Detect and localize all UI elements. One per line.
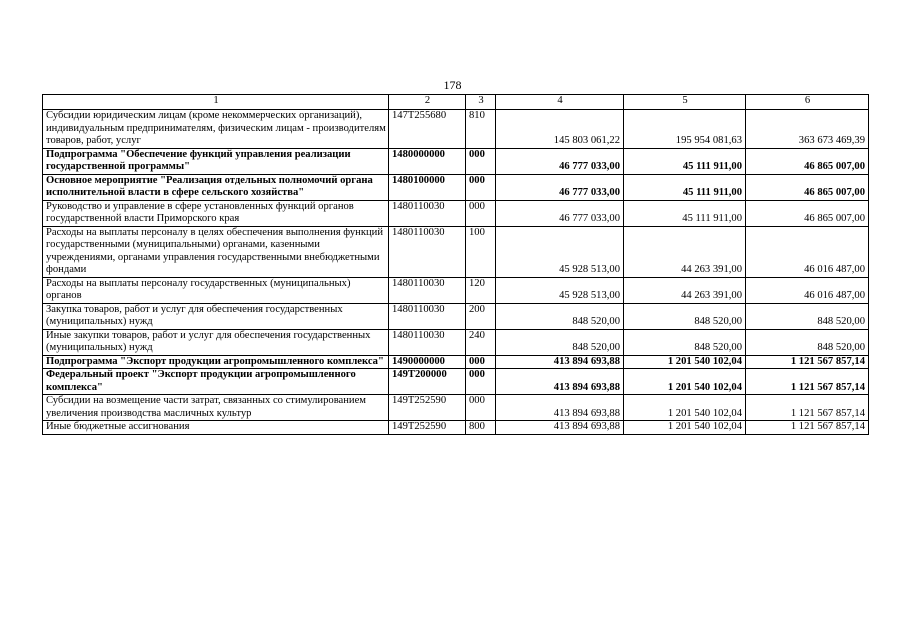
row-amount-cell: 45 111 911,00 — [624, 200, 746, 226]
row-amount-cell: 1 121 567 857,14 — [746, 395, 869, 421]
row-name-cell: Закупка товаров, работ и услуг для обеспечения государственных (муниципальных) нужд — [43, 303, 389, 329]
row-amount-cell: 413 894 693,88 — [496, 355, 624, 369]
row-expense-type-cell: 000 — [466, 174, 496, 200]
row-expense-type-cell: 000 — [466, 395, 496, 421]
row-name-cell: Субсидии юридическим лицам (кроме некоммерческих организаций), индивидуальным предпринимателям, физическим лицам - производителям товаров, работ, услуг — [43, 110, 389, 149]
row-amount-cell: 46 016 487,00 — [746, 226, 869, 277]
row-code-cell: 1480110030 — [389, 200, 466, 226]
table-row — [43, 110, 869, 149]
row-name-cell: Подпрограмма "Обеспечение функций управления реализации государственной программы" — [43, 148, 389, 174]
row-expense-type-cell: 800 — [466, 421, 496, 435]
row-code-cell: 149Т252590 — [389, 395, 466, 421]
row-amount-cell: 848 520,00 — [496, 303, 624, 329]
row-amount-cell: 1 121 567 857,14 — [746, 421, 869, 435]
row-expense-type-cell: 000 — [466, 355, 496, 369]
header-cell: 6 — [746, 95, 869, 110]
row-amount-cell: 46 777 033,00 — [496, 174, 624, 200]
row-amount-cell: 46 777 033,00 — [496, 148, 624, 174]
row-name-cell: Расходы на выплаты персоналу в целях обеспечения выполнения функций государственными (муниципальными) органами, казенными учреждениями, органами управления государственными внебюджетными фондами — [43, 226, 389, 277]
table-row — [43, 369, 869, 395]
row-code-cell: 1480110030 — [389, 329, 466, 355]
row-code-cell: 149Т200000 — [389, 369, 466, 395]
table-row — [43, 200, 869, 226]
row-amount-cell: 195 954 081,63 — [624, 110, 746, 149]
row-name-cell: Основное мероприятие "Реализация отдельных полномочий органа исполнительной власти в сфере сельского хозяйства" — [43, 174, 389, 200]
row-amount-cell: 413 894 693,88 — [496, 395, 624, 421]
header-cell: 2 — [389, 95, 466, 110]
row-code-cell: 1480000000 — [389, 148, 466, 174]
row-amount-cell: 45 928 513,00 — [496, 277, 624, 303]
row-name-cell: Расходы на выплаты персоналу государственных (муниципальных) органов — [43, 277, 389, 303]
row-amount-cell: 413 894 693,88 — [496, 369, 624, 395]
budget-table — [42, 94, 869, 435]
row-amount-cell: 46 865 007,00 — [746, 148, 869, 174]
row-name-cell: Федеральный проект "Экспорт продукции агропромышленного комплекса" — [43, 369, 389, 395]
row-name-cell: Субсидии на возмещение части затрат, связанных со стимулированием увеличения производства масличных культур — [43, 395, 389, 421]
row-amount-cell: 145 803 061,22 — [496, 110, 624, 149]
row-code-cell: 1480100000 — [389, 174, 466, 200]
table-row — [43, 226, 869, 277]
row-expense-type-cell: 810 — [466, 110, 496, 149]
row-name-cell: Подпрограмма "Экспорт продукции агропромышленного комплекса" — [43, 355, 389, 369]
table-row — [43, 395, 869, 421]
row-amount-cell: 1 121 567 857,14 — [746, 355, 869, 369]
row-amount-cell: 46 016 487,00 — [746, 277, 869, 303]
row-amount-cell: 1 201 540 102,04 — [624, 421, 746, 435]
row-code-cell: 147Т255680 — [389, 110, 466, 149]
row-name-cell: Иные бюджетные ассигнования — [43, 421, 389, 435]
row-code-cell: 1480110030 — [389, 277, 466, 303]
row-amount-cell: 44 263 391,00 — [624, 226, 746, 277]
row-expense-type-cell: 200 — [466, 303, 496, 329]
row-amount-cell: 413 894 693,88 — [496, 421, 624, 435]
table-header-row — [43, 95, 869, 110]
row-code-cell: 1480110030 — [389, 226, 466, 277]
row-amount-cell: 848 520,00 — [624, 329, 746, 355]
row-amount-cell: 46 865 007,00 — [746, 174, 869, 200]
page-number: 178 — [443, 78, 462, 92]
table-row — [43, 148, 869, 174]
row-amount-cell: 45 111 911,00 — [624, 148, 746, 174]
row-code-cell: 149Т252590 — [389, 421, 466, 435]
table-row — [43, 355, 869, 369]
row-amount-cell: 45 111 911,00 — [624, 174, 746, 200]
header-cell: 3 — [466, 95, 496, 110]
row-expense-type-cell: 000 — [466, 148, 496, 174]
row-amount-cell: 848 520,00 — [624, 303, 746, 329]
table-row — [43, 174, 869, 200]
row-amount-cell: 44 263 391,00 — [624, 277, 746, 303]
header-cell: 1 — [43, 95, 389, 110]
table-row — [43, 277, 869, 303]
row-amount-cell: 45 928 513,00 — [496, 226, 624, 277]
row-expense-type-cell: 240 — [466, 329, 496, 355]
row-amount-cell: 848 520,00 — [746, 329, 869, 355]
table-row — [43, 329, 869, 355]
row-code-cell: 1480110030 — [389, 303, 466, 329]
row-code-cell: 1490000000 — [389, 355, 466, 369]
row-amount-cell: 848 520,00 — [746, 303, 869, 329]
row-expense-type-cell: 100 — [466, 226, 496, 277]
row-expense-type-cell: 120 — [466, 277, 496, 303]
table-row — [43, 421, 869, 435]
row-expense-type-cell: 000 — [466, 369, 496, 395]
row-amount-cell: 848 520,00 — [496, 329, 624, 355]
row-amount-cell: 1 121 567 857,14 — [746, 369, 869, 395]
row-amount-cell: 1 201 540 102,04 — [624, 355, 746, 369]
budget-table-body — [43, 95, 869, 435]
table-row — [43, 303, 869, 329]
header-cell: 5 — [624, 95, 746, 110]
row-amount-cell: 363 673 469,39 — [746, 110, 869, 149]
header-cell: 4 — [496, 95, 624, 110]
row-expense-type-cell: 000 — [466, 200, 496, 226]
row-name-cell: Иные закупки товаров, работ и услуг для обеспечения государственных (муниципальных) нужд — [43, 329, 389, 355]
row-amount-cell: 46 777 033,00 — [496, 200, 624, 226]
row-amount-cell: 1 201 540 102,04 — [624, 369, 746, 395]
row-name-cell: Руководство и управление в сфере установленных функций органов государственной власти Приморского края — [43, 200, 389, 226]
row-amount-cell: 46 865 007,00 — [746, 200, 869, 226]
row-amount-cell: 1 201 540 102,04 — [624, 395, 746, 421]
